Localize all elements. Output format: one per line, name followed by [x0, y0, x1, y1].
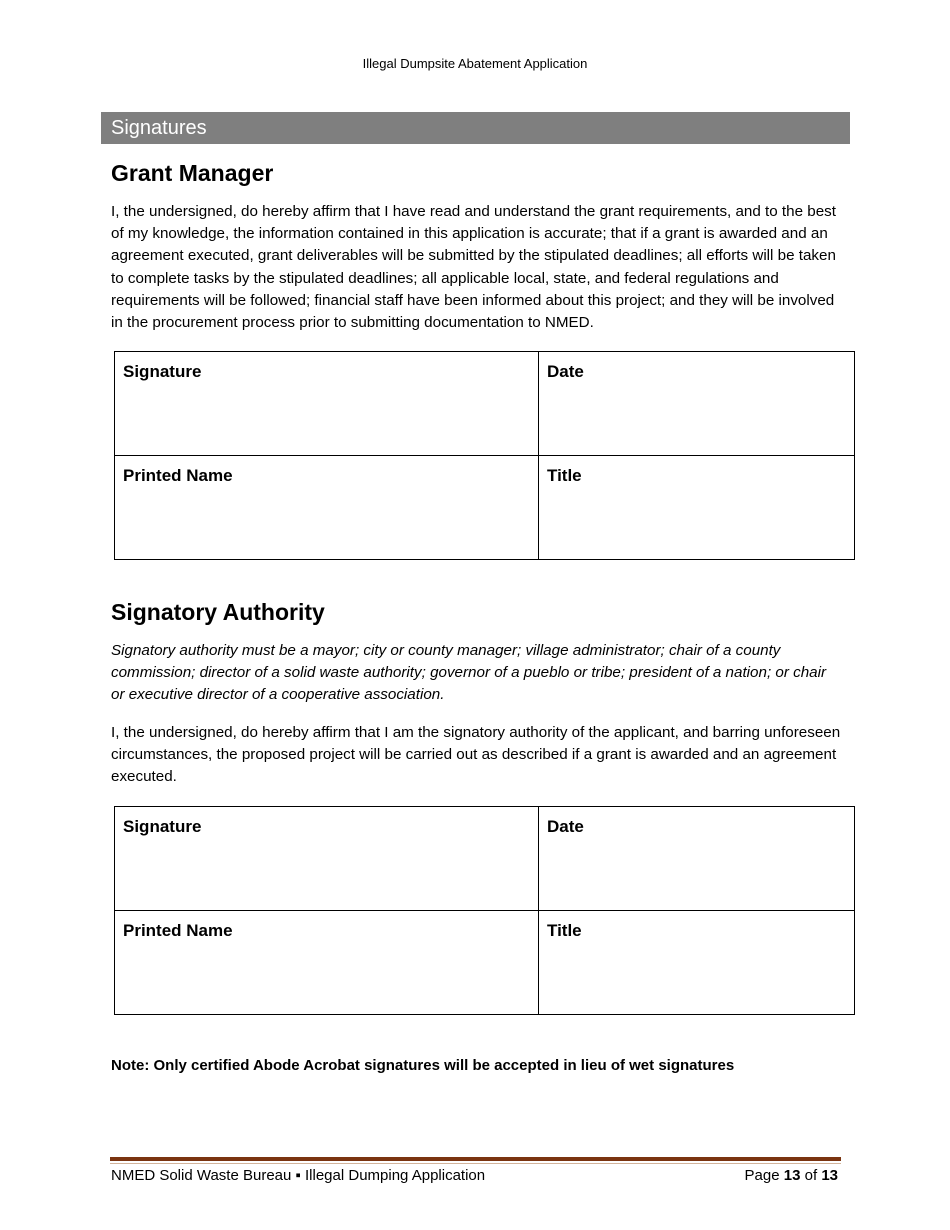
- footer-rule: [110, 1157, 841, 1161]
- page-current: 13: [783, 1167, 801, 1184]
- signatory-authority-signature-table: [114, 806, 855, 1015]
- sa-date-field[interactable]: [539, 807, 855, 911]
- section-banner: Signatures: [101, 112, 850, 144]
- footer-rule-thin: [110, 1163, 841, 1164]
- of-word: of: [804, 1167, 818, 1184]
- sa-date-label: Date: [547, 817, 584, 836]
- gm-title-label: Title: [547, 466, 582, 485]
- gm-printed-name-label: Printed Name: [123, 466, 233, 485]
- grant-manager-heading: Grant Manager: [111, 160, 274, 186]
- gm-printed-name-field[interactable]: [115, 456, 539, 560]
- sa-printed-name-label: Printed Name: [123, 921, 233, 940]
- signatory-authority-affirmation: I, the undersigned, do hereby affirm that I am the signatory authority of the applicant, and barring unforeseen circumstances, the proposed project will be carried out as described if a grant is awarded and an agreement executed.: [111, 724, 841, 786]
- sa-signature-field[interactable]: [115, 807, 539, 911]
- gm-signature-field[interactable]: [115, 352, 539, 456]
- sa-title-field[interactable]: [539, 911, 855, 1015]
- signatory-authority-note: Signatory authority must be a mayor; city or county manager; village administrator; chair of a county commission; director of a solid waste authority; governor of a pueblo or tribe; president of a nation; or chair or executive director of a cooperative association.: [111, 642, 827, 704]
- gm-title-field[interactable]: [539, 456, 855, 560]
- page-number: [745, 1167, 838, 1184]
- sa-title-label: Title: [547, 921, 582, 940]
- grant-manager-affirmation: I, the undersigned, do hereby affirm that I have read and understand the grant requirements, and to the best of my knowledge, the information contained in this application is accurate; that if a grant is awarded and an agreement executed, grant deliverables will be submitted by the stipulated deadlines; all efforts will be taken to complete tasks by the stipulated deadlines; all applicable local, state, and federal regulations and requirements will be followed; financial staff have been informed about this project; and they will be involved in the procurement process prior to submitting documentation to NMED.: [111, 203, 836, 332]
- grant-manager-signature-table: [114, 351, 855, 560]
- running-header: Illegal Dumpsite Abatement Application: [362, 56, 588, 71]
- page-word: Page: [744, 1167, 780, 1184]
- sa-signature-label: Signature: [123, 817, 202, 836]
- gm-date-label: Date: [547, 362, 584, 381]
- footer-left-text: NMED Solid Waste Bureau ▪ Illegal Dumping Application: [111, 1167, 486, 1184]
- gm-signature-label: Signature: [123, 362, 202, 381]
- sa-printed-name-field[interactable]: [115, 911, 539, 1015]
- acrobat-signature-note: Note: Only certified Abode Acrobat signatures will be accepted in lieu of wet signatures: [111, 1057, 735, 1074]
- page-total: 13: [821, 1167, 838, 1184]
- gm-date-field[interactable]: [539, 352, 855, 456]
- signatory-authority-heading: Signatory Authority: [111, 599, 325, 625]
